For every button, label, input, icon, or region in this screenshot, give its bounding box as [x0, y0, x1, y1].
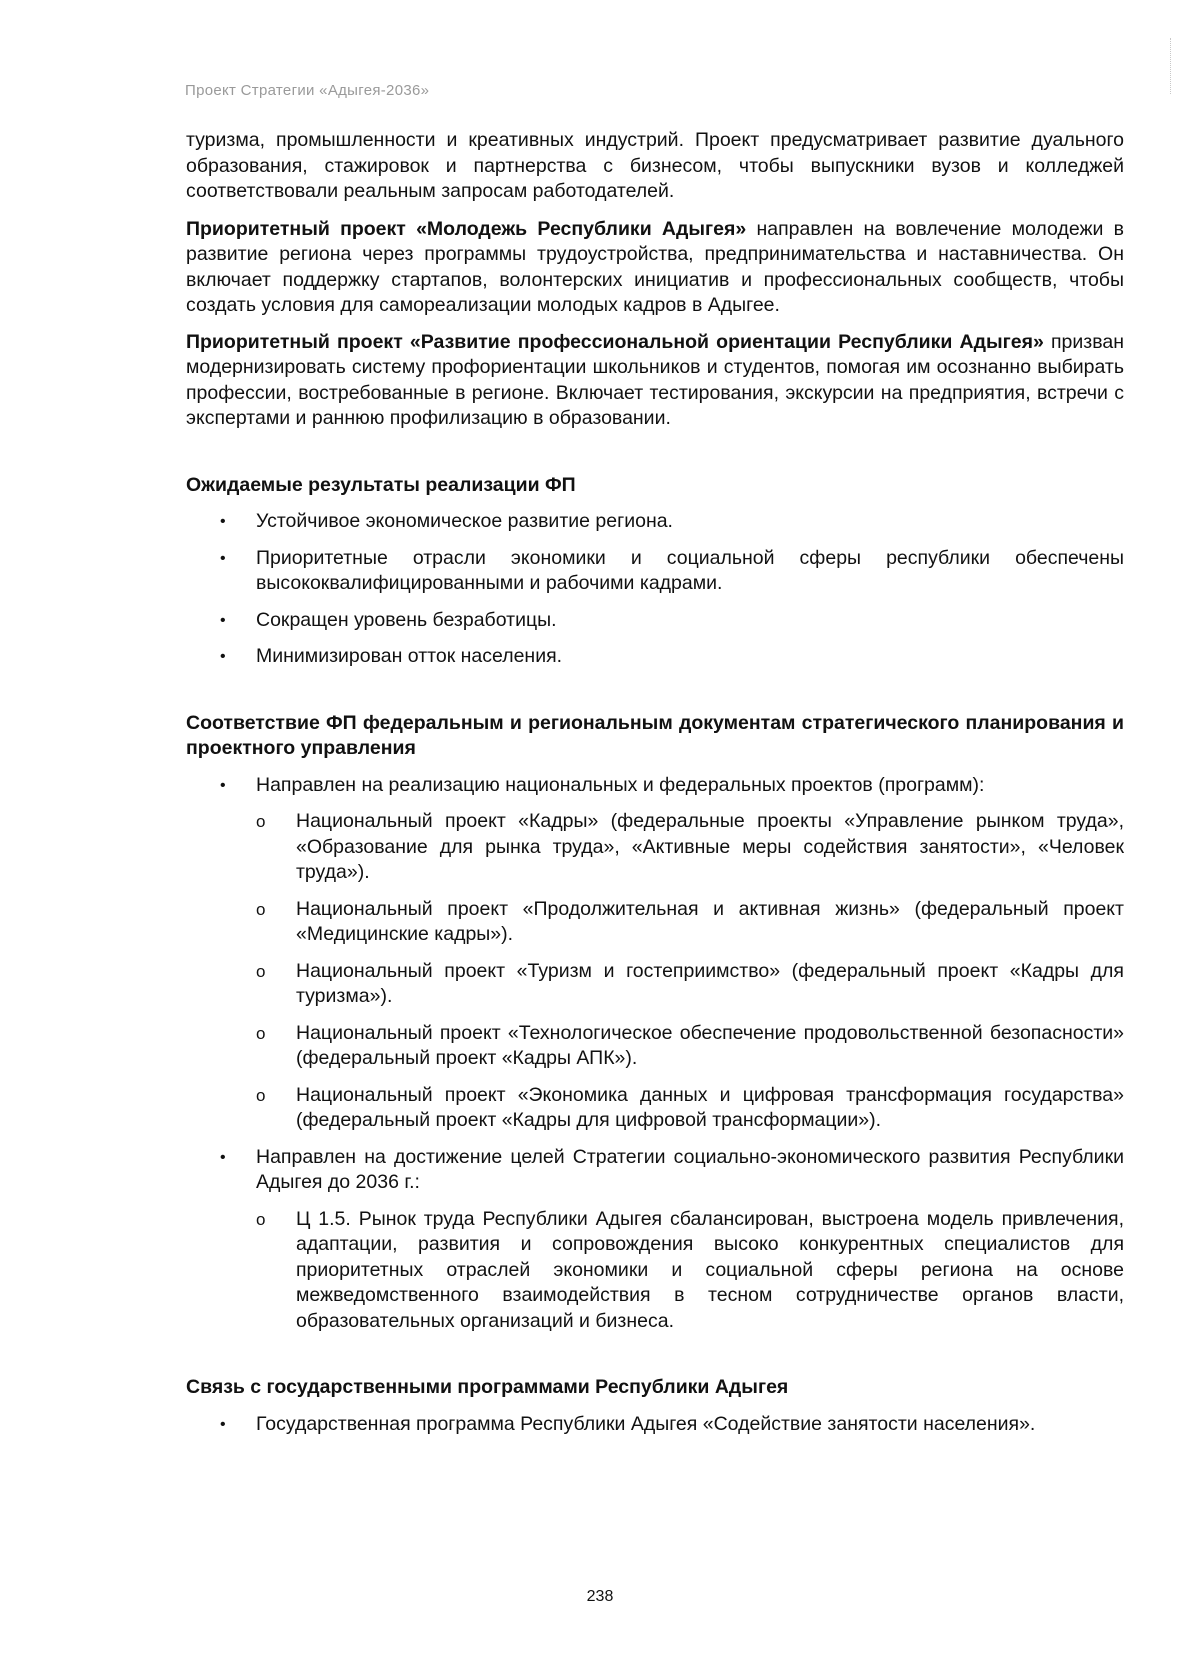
- sub-list-item: [256, 897, 1124, 948]
- programs-list: [186, 1412, 1124, 1438]
- project-paragraph-orientation: [186, 330, 1124, 432]
- sub-list-item-text: Ц 1.5. Рынок труда Республики Адыгея сбалансирован, выстроена модель привлечения, адаптации, развития и сопровождения высоко конкурентных специалистов для приоритетных отраслей экономики и социальной сферы региона на основе межведомственного взаимодействия в тесном сотрудничестве органов власти, образовательных организаций и бизнеса.: [296, 1207, 1124, 1332]
- running-header: Проект Стратегии «Адыгея-2036»: [185, 82, 430, 99]
- results-heading: Ожидаемые результаты реализации ФП: [186, 473, 576, 496]
- list-item: [186, 546, 1124, 597]
- bullet-icon: •: [220, 1148, 226, 1166]
- circle-bullet-icon: o: [256, 1085, 266, 1105]
- list-item-text: Устойчивое экономическое развитие региона.: [256, 510, 673, 532]
- list-item-text: Приоритетные отрасли экономики и социальной сферы республики обеспечены высококвалифицированными и рабочими кадрами.: [256, 546, 1124, 594]
- bullet-icon: •: [220, 513, 226, 530]
- national-projects-list: [256, 809, 1124, 1134]
- sub-list-item: [256, 1083, 1124, 1134]
- national-intro: Направлен на реализацию национальных и федеральных проектов (программ):: [256, 773, 985, 796]
- sub-list-item-text: Национальный проект «Экономика данных и цифровая трансформация государства» (федеральный проект «Кадры для цифровой трансформации»).: [296, 1083, 1124, 1131]
- list-item-text: Сокращен уровень безработицы.: [256, 608, 557, 631]
- bullet-icon: •: [220, 648, 226, 665]
- intro-paragraph: туризма, промышленности и креативных индустрий. Проект предусматривает развитие дуального образования, стажировок и партнерства с бизнесом, чтобы выпускники вузов и колледжей соответствовали реальным запросам работодателей.: [186, 129, 1124, 202]
- sub-list-item-text: Национальный проект «Туризм и гостеприимство» (федеральный проект «Кадры для туризма»).: [296, 959, 1124, 1007]
- project-text-orientation: призван модернизировать систему профориентации школьников и студентов, помогая им осознанно выбирать профессии, востребованные в регионе. Включает тестирования, экскурсии на предприятия, встречи с экспертами и раннюю профилизацию в образовании.: [186, 330, 1124, 429]
- list-item: [186, 644, 1124, 670]
- project-text-youth: направлен на вовлечение молодежи в развитие региона через программы трудоустройства, предпринимательства и наставничества. Он включает поддержку стартапов, волонтерских инициатив и профессиональных сообществ, чтобы создать условия для самореализации молодых кадров в Адыгее.: [186, 217, 1124, 316]
- results-list: [186, 509, 1124, 670]
- compliance-heading: Соответствие ФП федеральным и региональным документам стратегического планирования и проектного управления: [186, 711, 1124, 759]
- circle-bullet-icon: o: [256, 1209, 266, 1229]
- sub-list-item-text: Национальный проект «Технологическое обеспечение продовольственной безопасности» (федеральный проект «Кадры АПК»).: [296, 1021, 1124, 1069]
- bullet-icon: •: [220, 549, 226, 567]
- bullet-icon: •: [220, 1415, 226, 1433]
- project-title-youth: Приоритетный проект «Молодежь Республики Адыгея»: [186, 217, 747, 240]
- sub-list-item: [256, 1021, 1124, 1072]
- sub-list-item-text: Национальный проект «Кадры» (федеральные проекты «Управление рынком труда», «Образование для рынка труда», «Активные меры содействия занятости», «Человек труда»).: [296, 810, 1124, 883]
- sub-list-item-text: Национальный проект «Продолжительная и активная жизнь» (федеральный проект «Медицинские кадры»).: [296, 897, 1124, 945]
- compliance-list: [186, 773, 1124, 1335]
- programs-heading: Связь с государственными программами Республики Адыгея: [186, 1376, 789, 1398]
- page-number: 238: [586, 1588, 614, 1605]
- list-item-text: Минимизирован отток населения.: [256, 645, 563, 667]
- list-item: [186, 509, 1124, 535]
- bullet-icon: •: [220, 611, 226, 629]
- bullet-icon: •: [220, 776, 226, 794]
- list-item-text: Государственная программа Республики Адыгея «Содействие занятости населения».: [256, 1412, 1036, 1435]
- sub-list-item: [256, 959, 1124, 1010]
- page-content: [186, 128, 1124, 1448]
- project-paragraph-youth: [186, 217, 1124, 319]
- strategy-goals-list: [256, 1207, 1124, 1335]
- circle-bullet-icon: o: [256, 961, 266, 981]
- circle-bullet-icon: o: [256, 899, 266, 919]
- sub-list-item: [256, 809, 1124, 886]
- list-item: [186, 608, 1124, 634]
- list-item-strategy: [186, 1145, 1124, 1335]
- sub-list-item: [256, 1207, 1124, 1335]
- list-item-national: [186, 773, 1124, 1134]
- circle-bullet-icon: o: [256, 1023, 266, 1043]
- scan-artifact-line: [1170, 38, 1172, 94]
- strategy-intro: Направлен на достижение целей Стратегии социально-экономического развития Республики Адыгея до 2036 г.:: [256, 1145, 1124, 1193]
- project-title-orientation: Приоритетный проект «Развитие профессиональной ориентации Республики Адыгея»: [186, 330, 1044, 353]
- circle-bullet-icon: o: [256, 812, 266, 831]
- list-item: [186, 1412, 1124, 1438]
